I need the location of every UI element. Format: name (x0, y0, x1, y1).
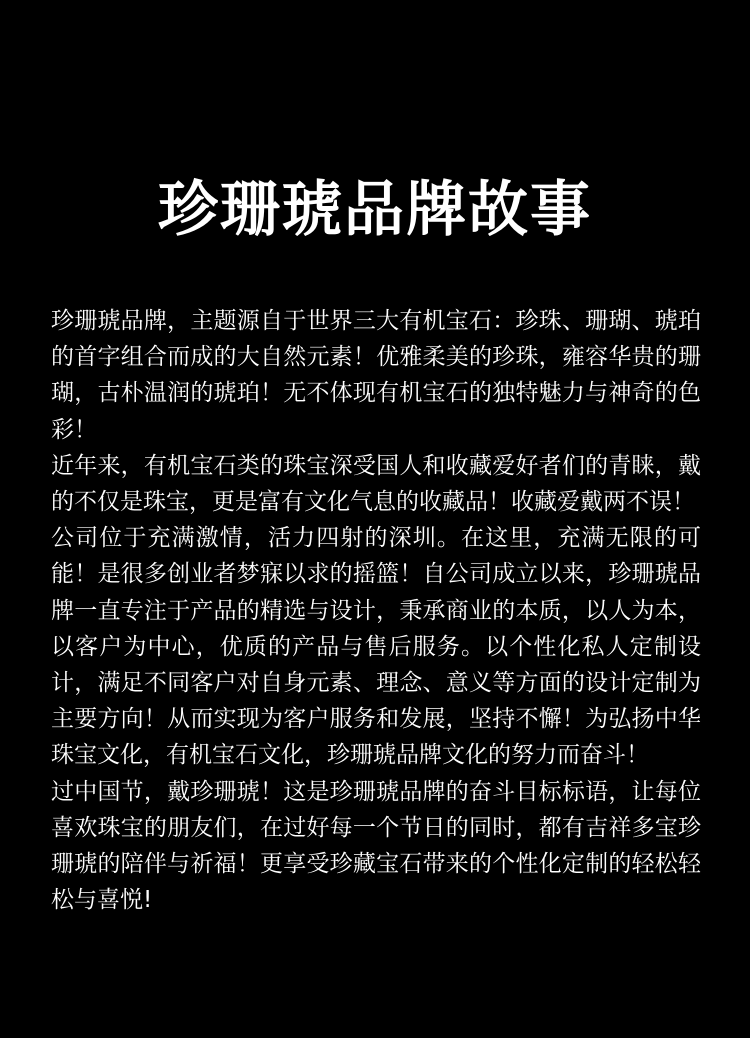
story-paragraph-1: 珍珊琥品牌，主题源自于世界三大有机宝石：珍珠、珊瑚、琥珀的首字组合而成的大自然元素！优雅柔美的珍珠，雍容华贵的珊瑚，古朴温润的琥珀！无不体现有机宝石的独特魅力与神奇的色彩！ (51, 308, 701, 443)
story-paragraph-2: 近年来，有机宝石类的珠宝深受国人和收藏爱好者们的青睐，戴的不仅是珠宝，更是富有文化气息的收藏品！收藏爱戴两不误！ (51, 452, 701, 516)
story-body (51, 303, 701, 918)
story-paragraph-4: 过中国节，戴珍珊琥！这是珍珊琥品牌的奋斗目标标语，让每位喜欢珠宝的朋友们，在过好每一个节日的同时，都有吉祥多宝珍珊琥的陪伴与祈福！更享受珍藏宝石带来的个性化定制的轻松轻松与喜悦! (51, 778, 701, 914)
story-paragraph-3: 公司位于充满激情，活力四射的深圳。在这里，充满无限的可能！是很多创业者梦寐以求的摇篮！自公司成立以来，珍珊琥品牌一直专注于产品的精选与设计，秉承商业的本质，以人为本，以客户为中心，优质的产品与售后服务。以个性化私人定制设计，满足不同客户对自身元素、理念、意义等方面的设计定制为主要方向！从而实现为客户服务和发展，坚持不懈！为弘扬中华珠宝文化，有机宝石文化，珍珊琥品牌文化的努力而奋斗！ (51, 525, 701, 769)
page-title: 珍珊琥品牌故事 (158, 175, 592, 245)
